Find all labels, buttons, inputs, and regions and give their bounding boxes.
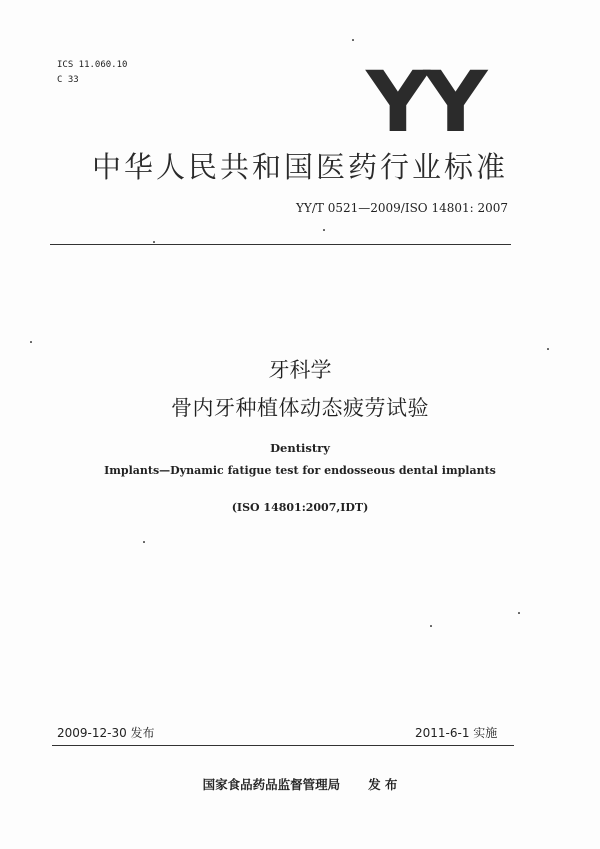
title-cn-line2: 骨内牙种植体动态疲劳试验 [171,396,429,420]
scan-speck [547,348,549,350]
scan-speck [153,241,155,243]
title-cn-line1: 牙科学 [268,358,332,382]
issuer-action: 发 布 [368,777,398,792]
scan-speck [430,625,432,627]
ccs-code: C 33 [57,75,79,85]
scan-speck [143,541,145,543]
footer-divider [52,745,514,746]
classification-codes [57,58,127,88]
issuer-name: 国家食品药品监督管理局 [202,777,341,792]
industry-standard-title: 中华人民共和国医药行业标准 [91,150,508,184]
header-divider [50,244,511,245]
issue-date: 2009-12-30 发布 [57,726,155,740]
standard-number: YY/T 0521—2009/ISO 14801: 2007 [296,201,509,215]
title-en-line2: Implants—Dynamic fatigue test for endosseous dental implants [104,464,496,477]
scan-speck [352,39,354,41]
scan-speck [323,229,325,231]
issuer-line [0,778,600,792]
title-en-line1: Dentistry [270,441,330,455]
yy-logo: YY [366,53,482,151]
ics-code: ICS 11.060.10 [57,60,128,70]
scan-speck [518,612,520,614]
scan-speck [30,341,32,343]
implementation-date: 2011-6-1 实施 [415,726,498,740]
iso-equivalence: (ISO 14801:2007,IDT) [231,501,369,514]
